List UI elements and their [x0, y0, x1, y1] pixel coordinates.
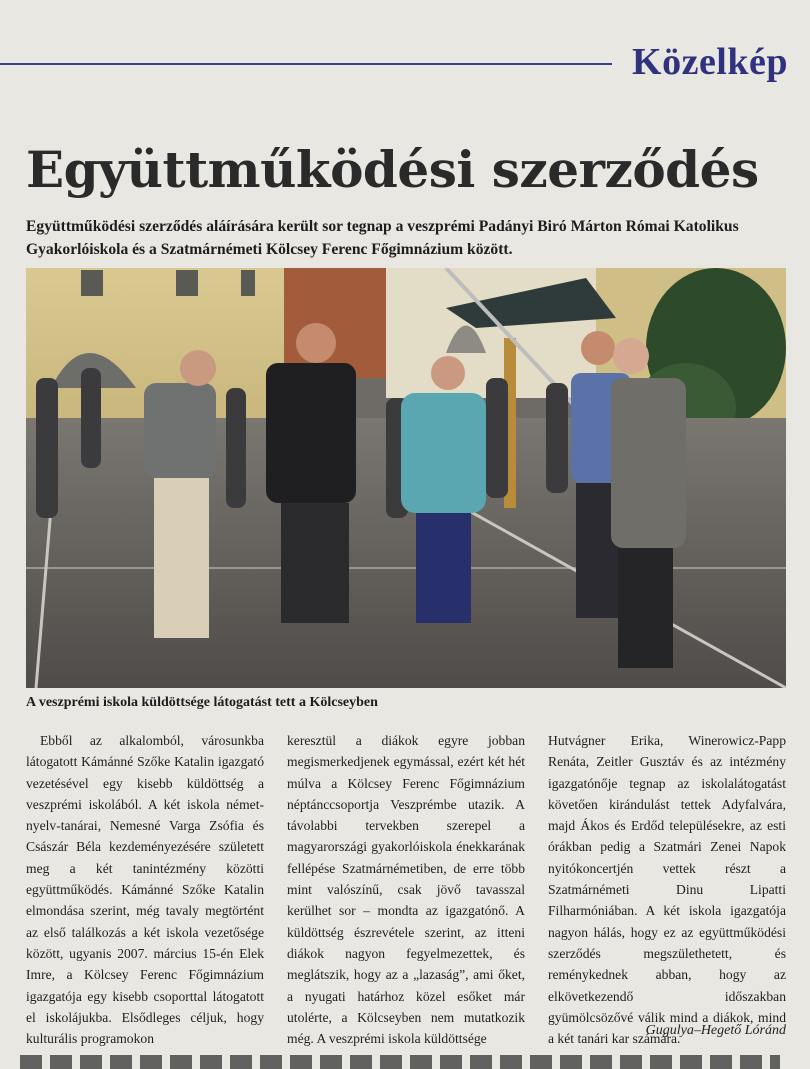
article-byline: Gugulya–Hegető Lóránd — [645, 1023, 786, 1038]
article-column-2: keresztül a diákok egyre jobban megismerkedjenek egymással, ezért két hét múlva a Kölcsey Ferenc Főgimnázium néptánccsoportja Veszprémbe utazik. A távolabbi tervekben szerepel a magyarországi gyakorlóiskola énekkarának fellépése Szatmárnémetiben, de erre több mint valószínű, csak jövő tavasszal kerülhet sor – mondta az igazgatónő. A küldöttség észrevétele szerint, az itteni diákok nagyon fegyelmezettek, és meglátszik, hogy az a „lazaság”, ami őket, a nyugati határhoz közel esőket már utolérte, a Kölcseyben nem mutatkozik még. A veszprémi iskola küldöttsége — [287, 733, 525, 1047]
article-column-3: Hutvágner Erika, Winerowicz-Papp Renáta, Zeitler Gusztáv és az intézmény igazgatónője tegnap az iskolalátogatást követően kirándulást tettek Adyfalvára, majd Ákos és Erdőd településekre, az esti órákban pedig a Szatmári Zenei Napok nyitókoncertjén vettek részt a Szatmárnémeti Dinu Lipatti Filharmóniában. A két iskola igazgatója nagyon hálás, hogy ez az együttműködési szerződés megszülethetett, és reménykednek abban, hogy az elkövetkezendő időszakban gyümölcsözővé válik mind a diákok, mind a két tanári kar számára. — [548, 733, 786, 1047]
article-headline: Együttműködési szerződés — [26, 140, 759, 199]
next-article-headline-cutoff — [20, 1055, 790, 1069]
article-column-1: Ebből az alkalomból, városunkba látogatott Kámánné Szőke Katalin igazgató vezetésével egy kisebb küldöttség a veszprémi iskolából. A két iskola német-nyelv-tanárai, Nemesné Varga Zsófia és Császár Béla kezdeményezésére született meg a két tanintézmény közötti együttműködés. Kámánné Szőke Katalin elmondása szerint, még tavaly megtörtént az első találkozás a két iskola vezetősége között, ugyanis 2007. március 15-én Elek Imre, a Kölcsey Ferenc Főgimnázium igazgatója egy kisebb csoporttal látogatott el iskolájukba. Elsődleges céljuk, hogy kulturális programokon — [26, 733, 264, 1047]
section-label: Közelkép — [632, 41, 788, 83]
section-rule — [0, 63, 612, 65]
photo-caption: A veszprémi iskola küldöttsége látogatást tett a Kölcseyben — [26, 695, 378, 710]
article-photo — [26, 268, 786, 688]
schoolyard-photo-illustration — [26, 268, 786, 688]
article-lead: Együttműködési szerződés aláírására került sor tegnap a veszprémi Padányi Biró Márton Római Katolikus Gyakorlóiskola és a Szatmárnémeti Kölcsey Ferenc Főgimnázium között. — [26, 218, 739, 258]
